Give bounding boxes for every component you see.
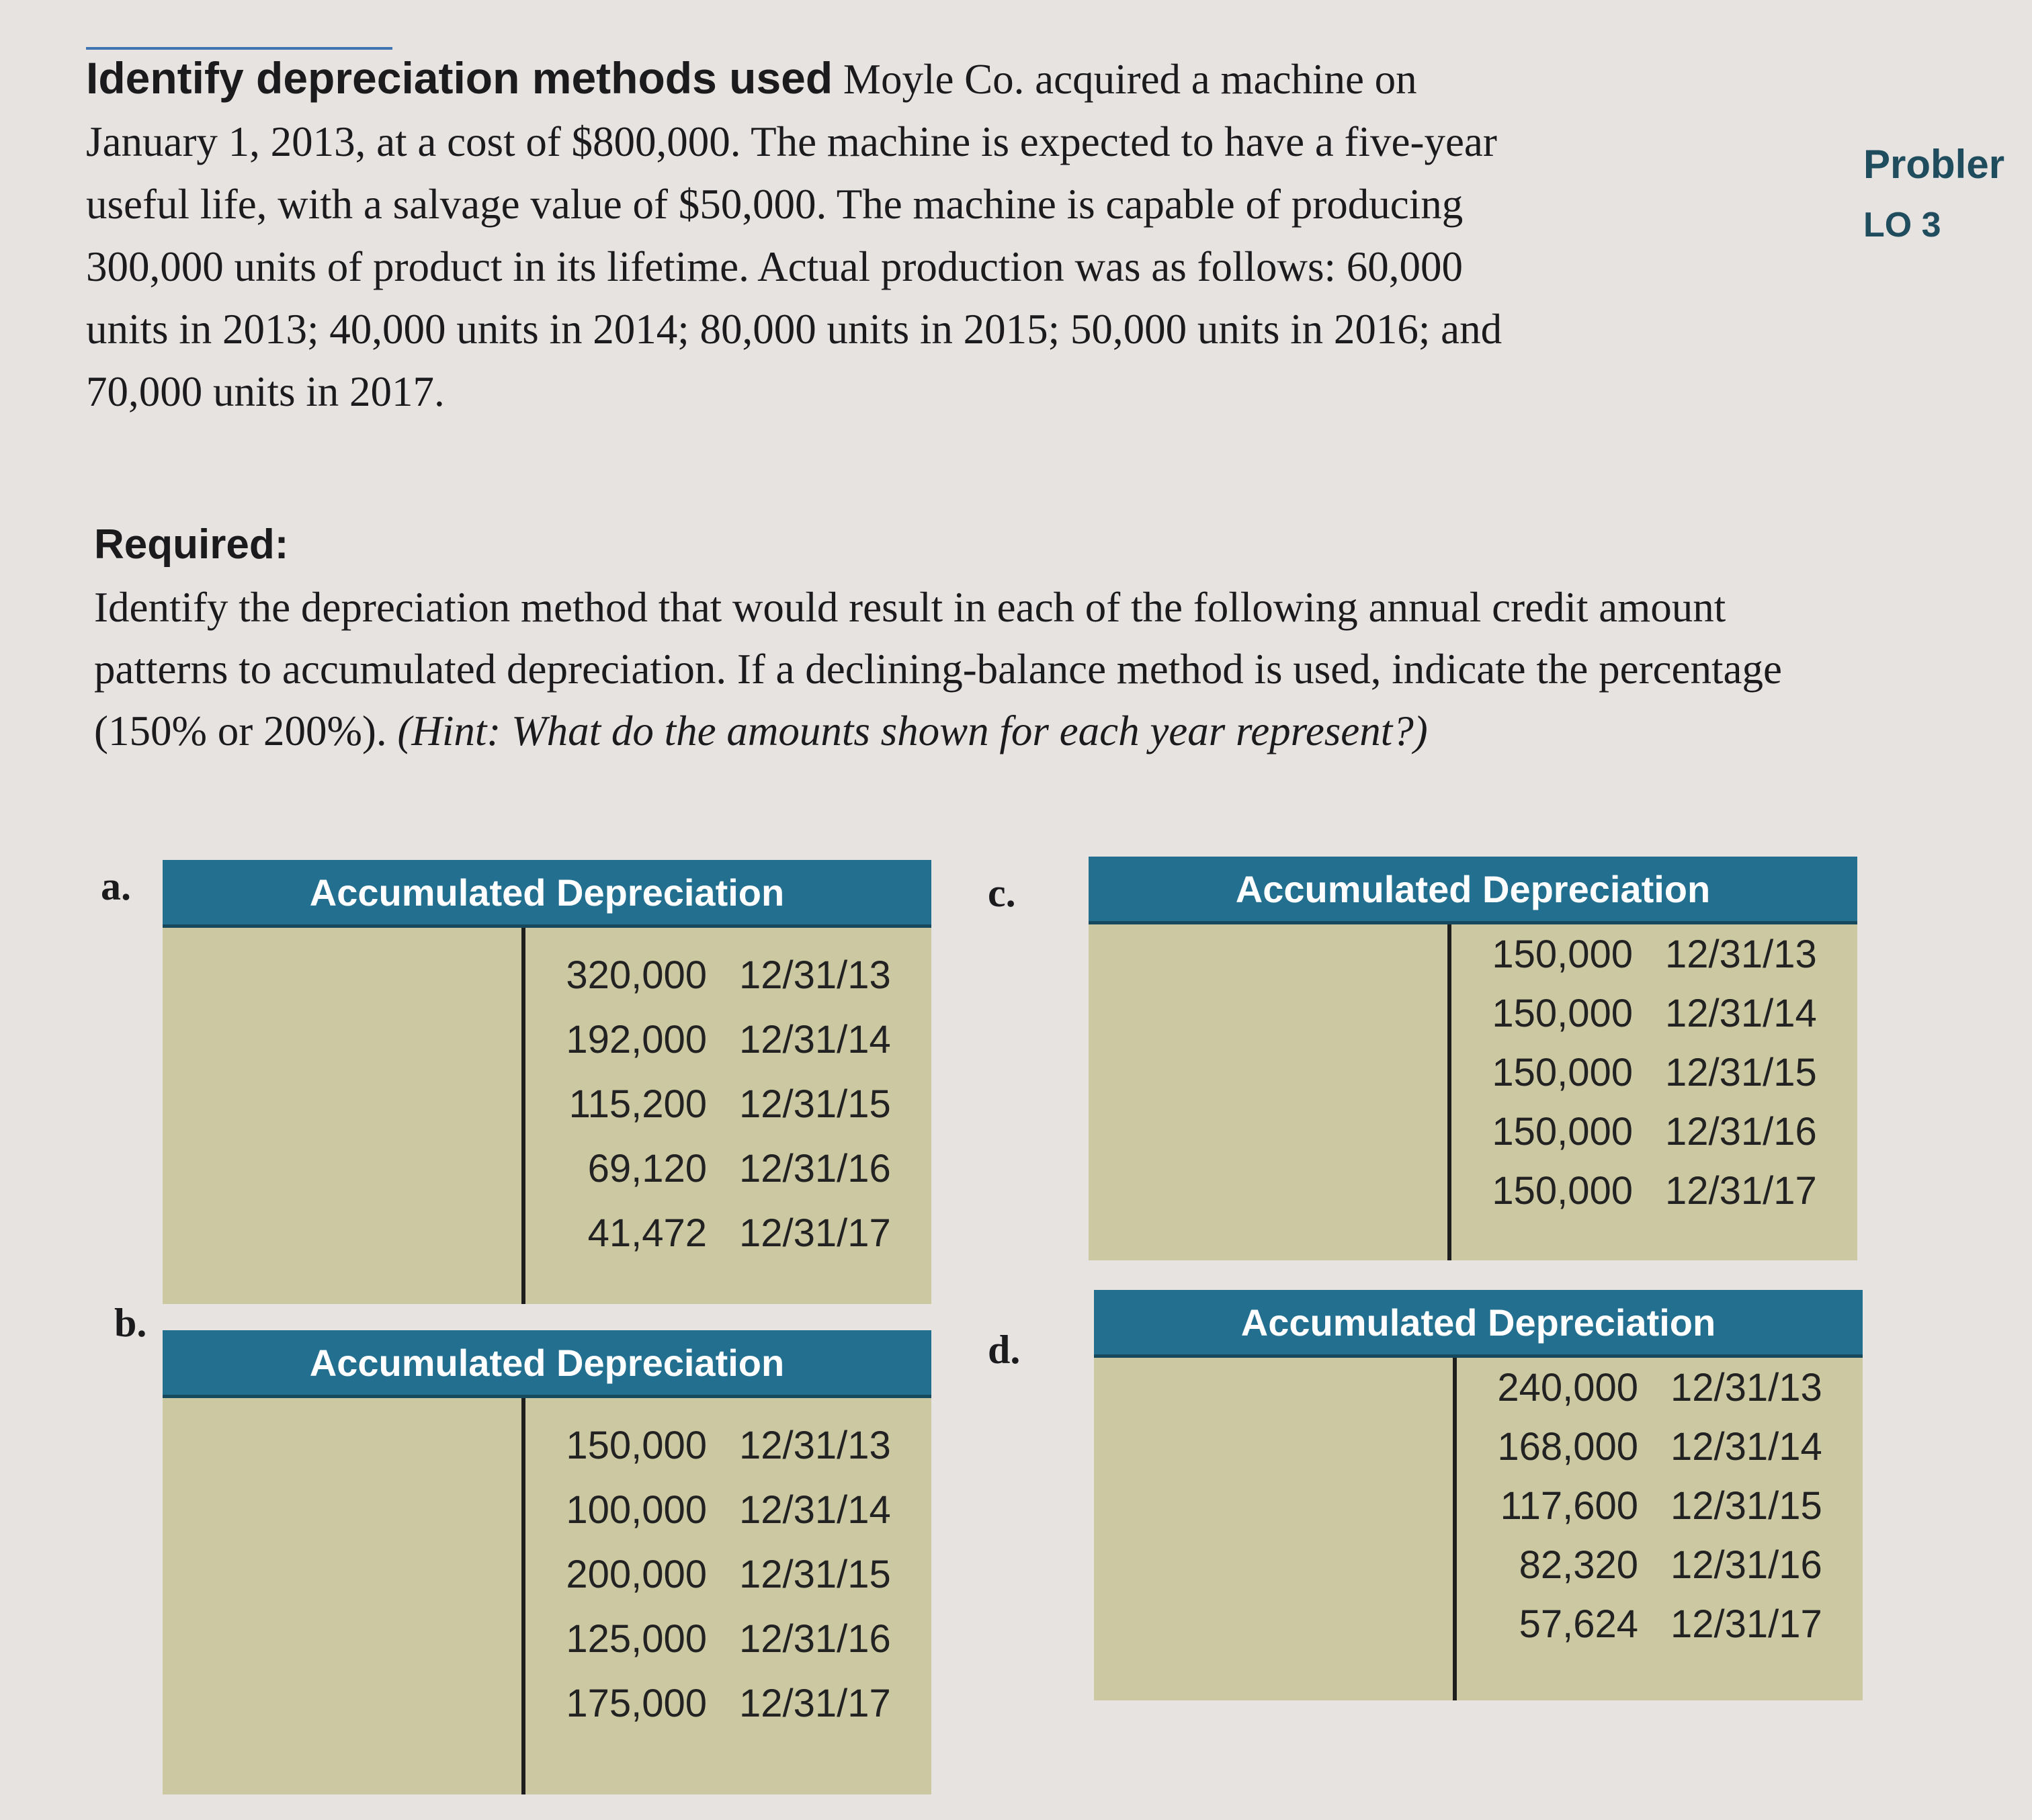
intro-line: units in 2013; 40,000 units in 2014; 80,000 units in 2015; 50,000 units in 2016; and (86, 306, 1502, 353)
credit-entry (539, 1413, 918, 1477)
entry-amount: 192,000 (566, 1017, 707, 1061)
entry-amount: 82,320 (1519, 1543, 1638, 1587)
intro-line: 300,000 units of product in its lifetime. Actual production was as follows: 60,000 (86, 243, 1464, 290)
entry-amount: 100,000 (566, 1487, 707, 1532)
intro-line: useful life, with a salvage value of $50,000. The machine is capable of producing (86, 181, 1464, 228)
entry-date: 12/31/13 (1665, 932, 1817, 976)
credit-entry (1470, 1358, 1849, 1417)
t-account-a (163, 860, 931, 1304)
credit-entry (1465, 924, 1844, 984)
entry-amount: 200,000 (566, 1552, 707, 1596)
credit-entries (1465, 924, 1844, 1220)
t-account-title: Accumulated Depreciation (163, 860, 931, 928)
credit-entry (539, 1606, 918, 1671)
entry-date: 12/31/17 (1670, 1602, 1822, 1646)
t-account-divider (521, 1398, 525, 1794)
entry-amount: 150,000 (1492, 1109, 1633, 1154)
credit-entry (1465, 1102, 1844, 1161)
entry-amount: 115,200 (568, 1082, 707, 1126)
part-letter-a: a. (101, 864, 131, 908)
entry-amount: 320,000 (566, 953, 707, 997)
entry-date: 12/31/16 (1670, 1543, 1822, 1587)
credit-entry (539, 1007, 918, 1072)
part-letter-b: b. (114, 1301, 147, 1345)
entry-amount: 168,000 (1497, 1424, 1638, 1469)
t-account-body (1089, 924, 1857, 1260)
intro-line: January 1, 2013, at a cost of $800,000. The machine is expected to have a five-year (86, 118, 1497, 165)
credit-entry (539, 1072, 918, 1136)
entry-amount: 41,472 (587, 1211, 707, 1255)
entry-amount: 150,000 (1492, 1050, 1633, 1094)
entry-date: 12/31/15 (739, 1552, 891, 1596)
entry-date: 12/31/17 (739, 1211, 891, 1255)
problem-lead: Identify depreciation methods used (86, 53, 833, 103)
problem-statement (86, 47, 1820, 423)
entry-date: 12/31/14 (739, 1017, 891, 1061)
entry-date: 12/31/14 (739, 1487, 891, 1532)
t-account-b (163, 1330, 931, 1794)
credit-entry (1470, 1535, 1849, 1594)
entry-date: 12/31/15 (1670, 1483, 1822, 1528)
entry-date: 12/31/15 (1665, 1050, 1817, 1094)
entry-date: 12/31/13 (739, 953, 891, 997)
credit-entry (1470, 1594, 1849, 1653)
required-text (94, 576, 1814, 762)
entry-amount: 150,000 (1492, 1168, 1633, 1213)
credit-entry (1470, 1476, 1849, 1535)
t-account-title: Accumulated Depreciation (163, 1330, 931, 1398)
credit-entry (539, 1542, 918, 1606)
t-account-body (163, 1398, 931, 1794)
entry-date: 12/31/16 (739, 1146, 891, 1190)
entry-date: 12/31/17 (1665, 1168, 1817, 1213)
entry-amount: 175,000 (566, 1681, 707, 1725)
credit-entry (1465, 1043, 1844, 1102)
part-letter-d: d. (988, 1328, 1021, 1372)
entry-amount: 117,600 (1500, 1483, 1638, 1528)
entry-amount: 150,000 (1492, 991, 1633, 1035)
credit-entry (539, 1671, 918, 1735)
credit-entry (539, 943, 918, 1007)
intro-line: Moyle Co. acquired a machine on (843, 56, 1417, 103)
t-account-divider (1447, 924, 1451, 1260)
entry-amount: 150,000 (566, 1423, 707, 1467)
t-account-title: Accumulated Depreciation (1094, 1290, 1863, 1358)
credit-entry (1470, 1417, 1849, 1476)
t-account-title: Accumulated Depreciation (1089, 857, 1857, 924)
part-letter-c: c. (988, 871, 1016, 915)
entry-date: 12/31/14 (1665, 991, 1817, 1035)
entry-date: 12/31/16 (739, 1616, 891, 1661)
required-instructions: Identify the depreciation method that would result in each of the following annual credit amount patterns to accumulated depreciation. If a declining-balance method is used, indicate the percentage (150% or 200%). (94, 584, 1782, 754)
credit-entries (1470, 1358, 1849, 1653)
credit-entry (539, 1136, 918, 1201)
t-account-divider (521, 928, 525, 1304)
entry-date: 12/31/17 (739, 1681, 891, 1725)
entry-date: 12/31/13 (739, 1423, 891, 1467)
credit-entries (539, 1413, 918, 1735)
credit-entry (1465, 1161, 1844, 1220)
t-account-body (1094, 1358, 1863, 1700)
entry-amount: 150,000 (1492, 932, 1633, 976)
entry-date: 12/31/14 (1670, 1424, 1822, 1469)
entry-amount: 240,000 (1497, 1365, 1638, 1410)
learning-objective-label: LO 3 (1863, 206, 1941, 245)
entry-date: 12/31/15 (739, 1082, 891, 1126)
required-heading: Required: (94, 521, 289, 568)
entry-amount: 69,120 (587, 1146, 707, 1190)
entry-date: 12/31/16 (1665, 1109, 1817, 1154)
credit-entry (539, 1201, 918, 1265)
entry-amount: 125,000 (566, 1616, 707, 1661)
t-account-c (1089, 857, 1857, 1260)
problem-intro (86, 47, 1820, 423)
t-account-divider (1453, 1358, 1457, 1700)
required-hint: (Hint: What do the amounts shown for each year represent?) (397, 707, 1428, 754)
intro-line: 70,000 units in 2017. (86, 368, 445, 415)
entry-date: 12/31/13 (1670, 1365, 1822, 1410)
entry-amount: 57,624 (1519, 1602, 1638, 1646)
t-account-d (1094, 1290, 1863, 1700)
credit-entry (539, 1477, 918, 1542)
credit-entry (1465, 984, 1844, 1043)
credit-entries (539, 943, 918, 1265)
problem-label: Probler (1863, 142, 2005, 187)
t-account-body (163, 928, 931, 1304)
